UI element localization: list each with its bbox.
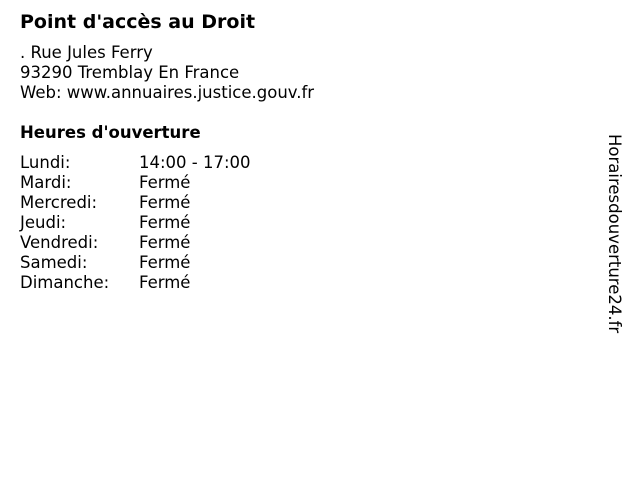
- day-hours: Fermé: [139, 233, 191, 252]
- day-hours: Fermé: [139, 273, 191, 292]
- address-block: [20, 43, 314, 103]
- page-title: Point d'accès au Droit: [20, 11, 256, 33]
- day-hours: Fermé: [139, 173, 191, 192]
- website-link[interactable]: Web: www.annuaires.justice.gouv.fr: [20, 83, 315, 102]
- address-city: 93290 Tremblay En France: [20, 63, 240, 82]
- brand-watermark: Horairesdouverture24.fr: [605, 134, 624, 334]
- day-label: Lundi:: [20, 153, 71, 172]
- day-hours: 14:00 - 17:00: [139, 153, 251, 172]
- hours-heading: Heures d'ouverture: [20, 123, 201, 142]
- day-label: Jeudi:: [20, 213, 67, 232]
- day-label: Dimanche:: [20, 273, 110, 292]
- day-label: Samedi:: [20, 253, 88, 272]
- day-hours: Fermé: [139, 253, 191, 272]
- address-street: . Rue Jules Ferry: [20, 43, 153, 62]
- day-label: Vendredi:: [20, 233, 99, 252]
- day-label: Mardi:: [20, 173, 72, 192]
- day-hours: Fermé: [139, 193, 191, 212]
- day-hours: Fermé: [139, 213, 191, 232]
- day-label: Mercredi:: [20, 193, 98, 212]
